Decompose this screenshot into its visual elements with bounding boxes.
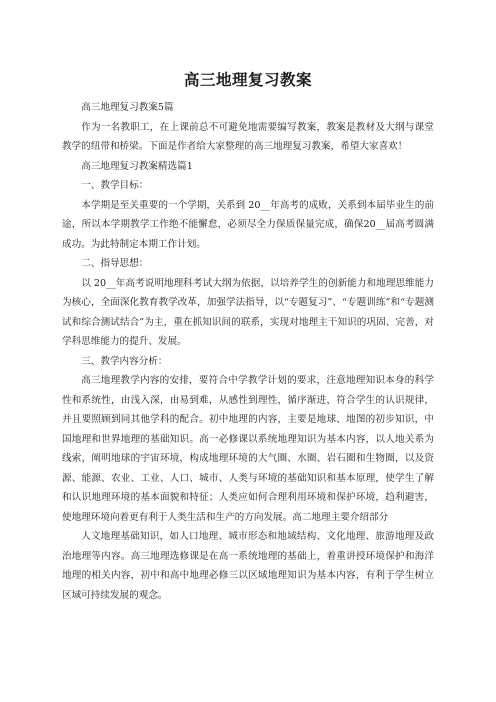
goals-paragraph: 本学期是至关重要的一个学期，关系到 20__年高考的成败，关系到本届毕业生的前途，所以本学期教学工作绝不能懈怠，必须尽全力保质保量完成，确保20__届高考圆满成功。为此特制定本期工作计划。	[62, 199, 434, 250]
analysis-paragraph: 高三地理教学内容的安排，要符合中学教学计划的要求，注意地理知识本身的科学性和系统性，由浅入深，由易到难，从感性到理性，循序渐进，符合学生的认识规律，并且要照顾到同其他学科的配合。初中地理的内容，主要是地球、地图的初步知识，中国地理和世界地理的基础知识。高一必修课以系统地理知识为基本内容，以人地关系为线索，阐明地球的宇宙环境，构成地理环境的大气圈、水圈、岩石圈和生物圈，以及资源、能源、农业、工业、人口、城市、人类与环境的基础知识和基本原理，使学生了解和认识地理环境的基本面貌和特征；人类应如何合理利用环境和保护环境，趋利避害，使地理环境向着更有利于人类生活和生产的方向发展。高二地理主要介绍部分	[62, 375, 434, 523]
heading-teaching-goals: 一、教学目标：	[81, 180, 149, 191]
subtitle-paragraph: 高三地理复习教案5篇	[81, 102, 174, 113]
document-page	[62, 68, 434, 605]
intro-paragraph: 作为一名教职工，在上课前总不可避免地需要编写教案，教案是教材及大纲与课堂教学的纽带和桥梁。下面是作者给大家整理的高三地理复习教案，希望大家喜欢！	[62, 121, 434, 152]
ideology-paragraph: 以 20__年高考说明地理科考试大纲为依据，以培养学生的创新能力和地理思维能力为核心，全面深化教育教学改革，加强学法指导，以“专题复习”、“专题训练”和“专题测试和综合测试结合”为主，重在抓知识间的联系，实现对地理主干知识的巩固、完善，对学科思维能力的提升、发展。	[62, 277, 434, 347]
document-title: 高三地理复习教案	[183, 71, 312, 89]
section-heading: 高三地理复习教案精选篇1	[81, 160, 193, 172]
heading-guiding-ideology: 二、指导思想：	[81, 258, 149, 269]
heading-content-analysis: 三、教学内容分析：	[81, 355, 168, 367]
humanities-paragraph: 人文地理基础知识，如人口地理、城市形态和地域结构、文化地理、旅游地理及政治地理等内容。高三地理选修课是在高一系统地理的基础上，着重讲授环境保护和海洋地理的相关内容，初中和高中地理必修三以区域地理知识为基本内容，有利于学生树立区域可持续发展的观念。	[62, 531, 434, 601]
